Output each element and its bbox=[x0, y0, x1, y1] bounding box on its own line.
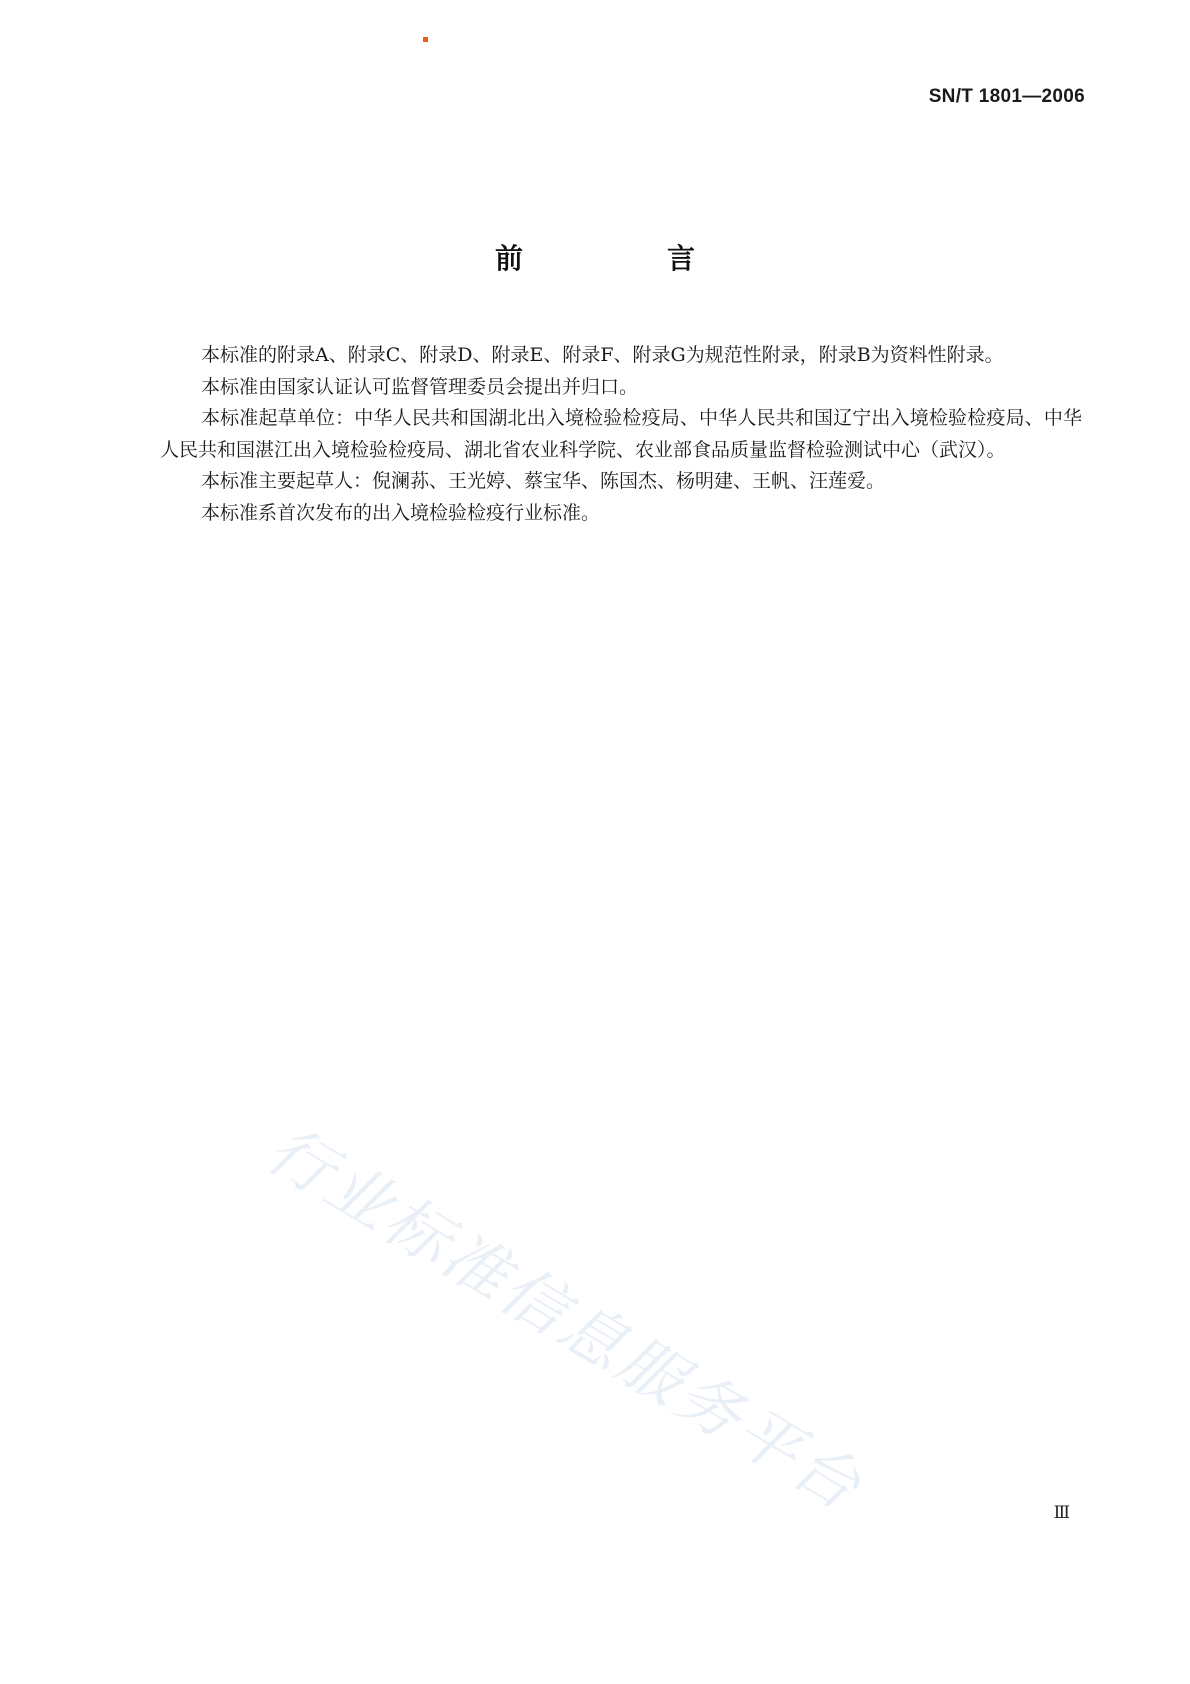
paragraph-first-release: 本标准系首次发布的出入境检验检疫行业标准。 bbox=[201, 501, 601, 524]
page-number: Ⅲ bbox=[1053, 1503, 1070, 1523]
page-title: 前 言 bbox=[494, 242, 753, 275]
watermark: 行业标准信息服务平台 bbox=[254, 1112, 876, 1527]
paragraph-drafting-units: 本标准起草单位：中华人民共和国湖北出入境检验检疫局、中华人民共和国辽宁出入境检验检疫局、中华人民共和国湛江出入境检验检疫局、湖北省农业科学院、农业部食品质量监督检验测试中心（武汉）。 bbox=[160, 407, 1082, 461]
paragraph-annex-info: 本标准的附录A、附录C、附录D、附录E、附录F、附录G为规范性附录，附录B为资料性附录。 bbox=[201, 344, 1004, 366]
paragraph-drafters: 本标准主要起草人：倪澜荪、王光婷、蔡宝华、陈国杰、杨明建、王帆、汪莲爱。 bbox=[201, 470, 886, 492]
orange-marker bbox=[423, 37, 428, 42]
paragraph-proposer: 本标准由国家认证认可监督管理委员会提出并归口。 bbox=[201, 375, 639, 398]
standard-code: SN/T 1801—2006 bbox=[928, 86, 1085, 107]
foreword-body bbox=[160, 340, 1082, 529]
